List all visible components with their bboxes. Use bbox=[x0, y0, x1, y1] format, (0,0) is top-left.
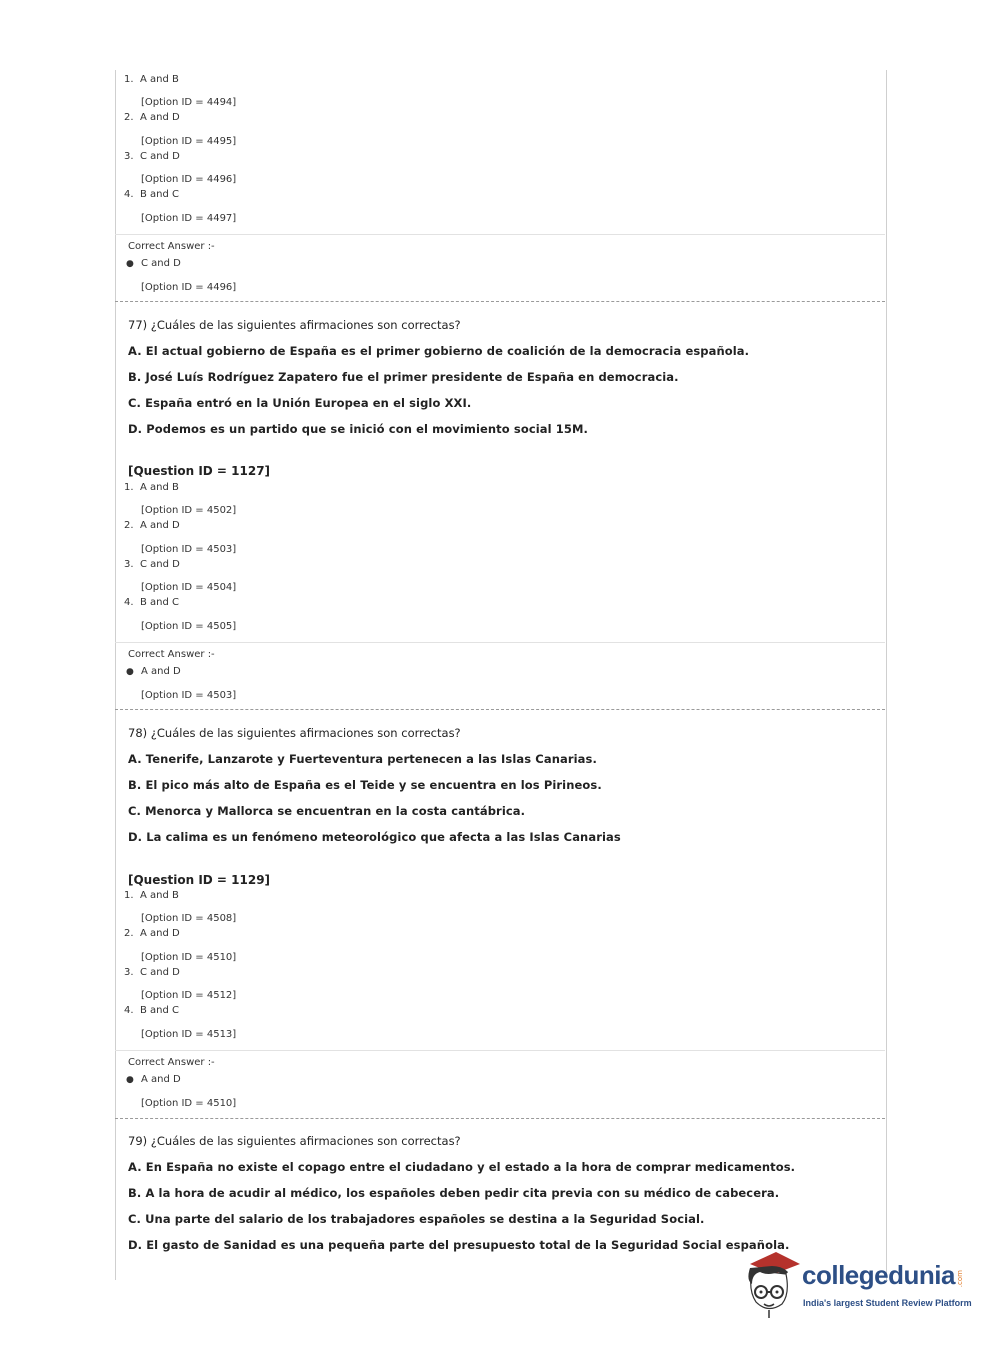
option-item: 2. A and D bbox=[124, 928, 180, 939]
mascot-icon bbox=[742, 1250, 802, 1320]
question-title: 77) ¿Cuáles de las siguientes afirmaciones son correctas? bbox=[128, 318, 461, 332]
option-id: [Option ID = 4504] bbox=[141, 582, 237, 593]
correct-answer-label: Correct Answer :- bbox=[128, 241, 215, 252]
statement-a: A. El actual gobierno de España es el primer gobierno de coalición de la democracia española. bbox=[128, 344, 750, 358]
statement-c: C. Una parte del salario de los trabajadores españoles se destina a la Seguridad Social. bbox=[128, 1212, 705, 1226]
correct-answer-option-id: [Option ID = 4510] bbox=[141, 1098, 237, 1109]
option-id: [Option ID = 4502] bbox=[141, 505, 237, 516]
option-id: [Option ID = 4494] bbox=[141, 97, 237, 108]
statement-d: D. Podemos es un partido que se inició con el movimiento social 15M. bbox=[128, 422, 588, 436]
option-item: 1. A and B bbox=[124, 890, 179, 901]
logo-tagline: India's largest Student Review Platform bbox=[803, 1298, 972, 1308]
option-item: 3. C and D bbox=[124, 559, 180, 570]
option-item: 1. A and B bbox=[124, 482, 179, 493]
option-item: 4. B and C bbox=[124, 189, 180, 200]
option-id: [Option ID = 4497] bbox=[141, 213, 237, 224]
option-id: [Option ID = 4512] bbox=[141, 990, 237, 1001]
option-item: 2. A and D bbox=[124, 112, 180, 123]
divider bbox=[115, 642, 885, 643]
logo-wordmark: collegedunia bbox=[802, 1260, 955, 1290]
logo-suffix: .com bbox=[956, 1270, 964, 1288]
option-id: [Option ID = 4505] bbox=[141, 621, 237, 632]
question-separator bbox=[115, 1118, 885, 1119]
collegedunia-logo bbox=[742, 1250, 972, 1320]
question-id: [Question ID = 1127] bbox=[128, 464, 271, 478]
option-id: [Option ID = 4503] bbox=[141, 544, 237, 555]
correct-answer: ● A and D bbox=[126, 1074, 181, 1085]
correct-answer: ● A and D bbox=[126, 666, 181, 677]
correct-answer-label: Correct Answer :- bbox=[128, 1057, 215, 1068]
statement-c: C. Menorca y Mallorca se encuentran en la costa cantábrica. bbox=[128, 804, 526, 818]
correct-answer: ● C and D bbox=[126, 258, 181, 269]
option-item: 2. A and D bbox=[124, 520, 180, 531]
divider bbox=[115, 1050, 885, 1051]
question-title: 78) ¿Cuáles de las siguientes afirmaciones son correctas? bbox=[128, 726, 461, 740]
option-item: 3. C and D bbox=[124, 151, 180, 162]
question-separator bbox=[115, 709, 885, 710]
option-id: [Option ID = 4496] bbox=[141, 174, 237, 185]
statement-a: A. Tenerife, Lanzarote y Fuerteventura pertenecen a las Islas Canarias. bbox=[128, 752, 597, 766]
question-id: [Question ID = 1129] bbox=[128, 873, 271, 887]
statement-c: C. España entró en la Unión Europea en el siglo XXI. bbox=[128, 396, 472, 410]
statement-b: B. El pico más alto de España es el Teide y se encuentra en los Pirineos. bbox=[128, 778, 602, 792]
statement-a: A. En España no existe el copago entre el ciudadano y el estado a la hora de comprar medicamentos. bbox=[128, 1160, 796, 1174]
statement-d: D. La calima es un fenómeno meteorológico que afecta a las Islas Canarias bbox=[128, 830, 621, 844]
option-item: 3. C and D bbox=[124, 967, 180, 978]
correct-answer-option-id: [Option ID = 4503] bbox=[141, 690, 237, 701]
option-item: 4. B and C bbox=[124, 1005, 180, 1016]
option-id: [Option ID = 4495] bbox=[141, 136, 237, 147]
correct-answer-label: Correct Answer :- bbox=[128, 649, 215, 660]
statement-b: B. José Luís Rodríguez Zapatero fue el primer presidente de España en democracia. bbox=[128, 370, 679, 384]
option-id: [Option ID = 4510] bbox=[141, 952, 237, 963]
question-separator bbox=[115, 301, 885, 302]
option-id: [Option ID = 4508] bbox=[141, 913, 237, 924]
statement-d: D. El gasto de Sanidad es una pequeña parte del presupuesto total de la Seguridad Social española. bbox=[128, 1238, 790, 1252]
divider bbox=[115, 234, 885, 235]
statement-b: B. A la hora de acudir al médico, los españoles deben pedir cita previa con su médico de cabecera. bbox=[128, 1186, 780, 1200]
correct-answer-option-id: [Option ID = 4496] bbox=[141, 282, 237, 293]
option-item: 1. A and B bbox=[124, 74, 179, 85]
option-item: 4. B and C bbox=[124, 597, 180, 608]
option-id: [Option ID = 4513] bbox=[141, 1029, 237, 1040]
question-title: 79) ¿Cuáles de las siguientes afirmaciones son correctas? bbox=[128, 1134, 461, 1148]
